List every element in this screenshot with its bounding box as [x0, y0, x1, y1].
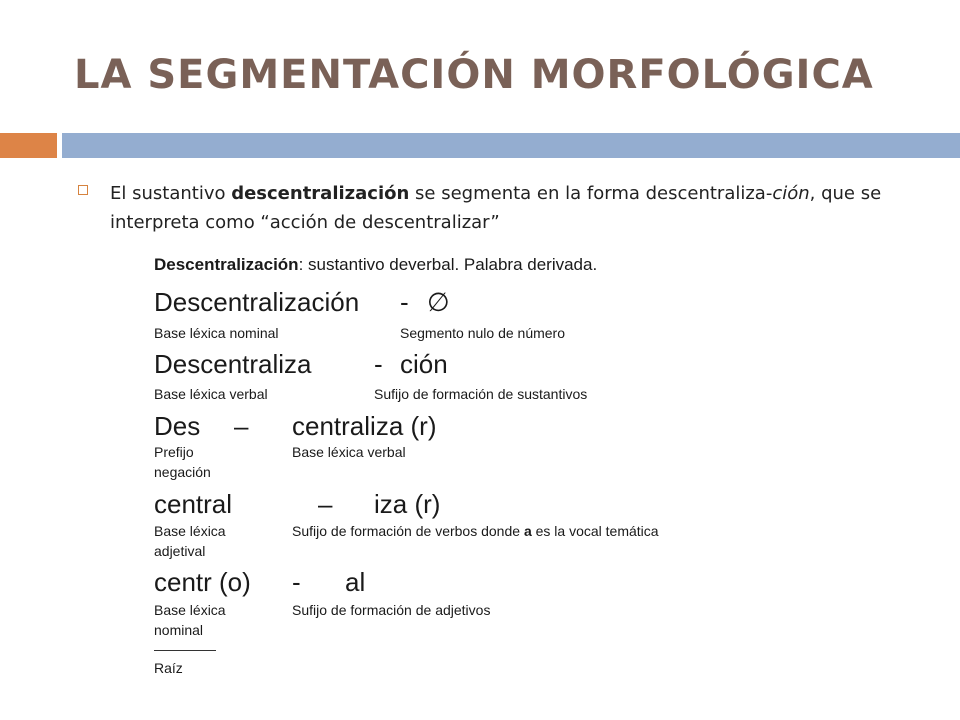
row5-separator: -: [292, 567, 301, 597]
row3-left-label-1: Prefijo: [154, 444, 194, 460]
row1-left-segment: Descentralización: [154, 287, 360, 317]
row3-left-label-2: negación: [154, 464, 211, 480]
row2-right-segment: ción: [400, 349, 448, 379]
figure-heading-rest: : sustantivo deverbal. Palabra derivada.: [298, 255, 598, 274]
row4-left-segment: central: [154, 489, 233, 519]
row4-left-label-2: adjetival: [154, 543, 206, 559]
row2-left-label: Base léxica verbal: [154, 386, 268, 402]
root-underline: [154, 650, 216, 651]
row3-right-label: Base léxica verbal: [292, 444, 406, 460]
slide-title: LA SEGMENTACIÓN MORFOLÓGICA: [74, 52, 874, 98]
row4-left-label-1: Base léxica: [154, 523, 226, 539]
accent-bar-orange: [0, 133, 57, 158]
row2-left-segment: Descentraliza: [154, 349, 312, 379]
figure-heading: [154, 255, 597, 275]
row4-right-label-pre: Sufijo de formación de verbos donde: [292, 523, 524, 539]
row4-right-segment: iza (r): [374, 489, 441, 519]
row5-left-label-2: nominal: [154, 622, 204, 638]
row5-left-segment: centr (o): [154, 567, 251, 597]
row4-right-label: [292, 521, 659, 541]
square-bullet-icon: [78, 185, 88, 195]
row3-separator: –: [234, 411, 249, 441]
row1-right-segment: ∅: [427, 287, 450, 317]
row4-separator: –: [318, 489, 333, 519]
row4-right-label-bold: a: [523, 523, 532, 539]
figure-heading-bold: Descentralización: [154, 255, 299, 274]
bullet-post: , que se interpreta como “acción de descentralizar”: [110, 183, 882, 233]
bullet-text: [110, 179, 920, 237]
row1-separator: -: [400, 287, 409, 317]
row4-right-label-post: es la vocal temática: [531, 523, 659, 539]
row2-right-label: Sufijo de formación de sustantivos: [374, 386, 588, 402]
bullet-mid: se segmenta en la forma descentraliza-: [409, 183, 773, 204]
row1-right-label: Segmento nulo de número: [400, 325, 565, 341]
row3-left-segment: Des: [154, 411, 201, 441]
bullet-italic-suffix: ción: [772, 183, 810, 204]
row5-left-label-1: Base léxica: [154, 602, 226, 618]
row2-separator: -: [374, 349, 383, 379]
row5-right-segment: al: [345, 567, 366, 597]
row5-right-label: Sufijo de formación de adjetivos: [292, 602, 491, 618]
bullet-bold-term: descentralización: [231, 183, 410, 204]
root-label: Raíz: [154, 660, 183, 676]
row3-right-segment: centraliza (r): [292, 411, 437, 441]
row1-left-label: Base léxica nominal: [154, 325, 279, 341]
accent-bar-blue: [62, 133, 960, 158]
bullet-pre: El sustantivo: [110, 183, 232, 204]
